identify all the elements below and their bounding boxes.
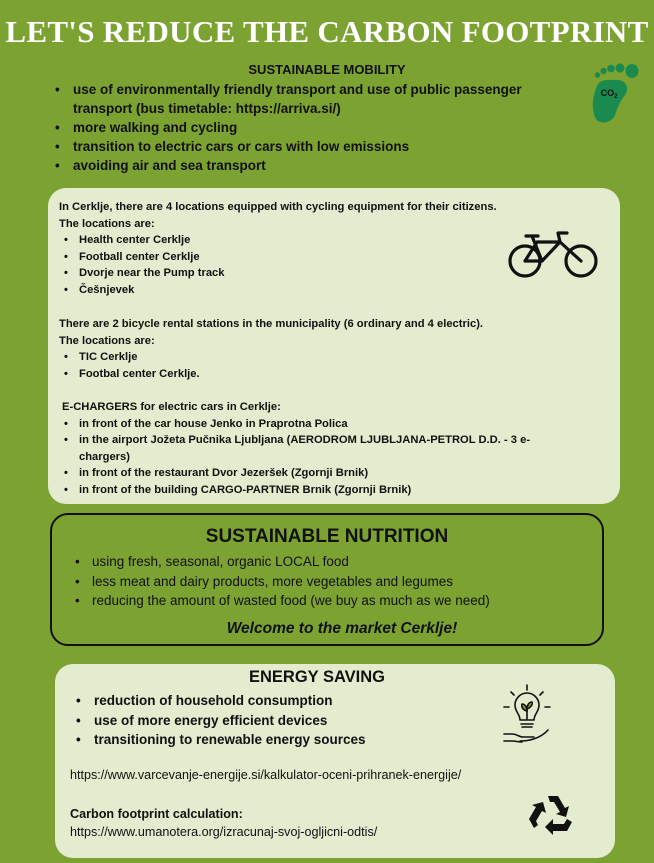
co2-subscript: 2 (614, 94, 618, 100)
list-item: • Dvorje near the Pump track (64, 265, 564, 282)
list-item: • using fresh, seasonal, organic LOCAL food (75, 552, 595, 572)
list-item: • Footbal center Cerklje. (64, 366, 564, 383)
bicycle-icon (506, 228, 600, 280)
mobility-list (55, 80, 575, 175)
mobility-heading: SUSTAINABLE MOBILITY (248, 62, 406, 77)
rental-locations-list (64, 349, 564, 382)
locations-label: The locations are: (59, 217, 155, 230)
list-item: • reducing the amount of wasted food (we buy as much as we need) (75, 591, 595, 611)
chargers-heading: E-CHARGERS for electric cars in Cerklje: (62, 401, 281, 413)
list-item: • in front of the building CARGO-PARTNER Brnik (Zgornji Brnik) (64, 482, 544, 499)
market-slogan: Welcome to the market Cerklje! (226, 620, 458, 637)
list-item: • more walking and cycling (55, 118, 575, 137)
calc-label: Carbon footprint calculation: (70, 807, 243, 821)
lightbulb-hand-icon (498, 682, 556, 746)
list-item: • in front of the restaurant Dvor Jezeršek (Zgornji Brnik) (64, 465, 544, 482)
list-item: • Češnjevek (64, 282, 564, 299)
list-item: • in front of the car house Jenko in Praprotna Polica (64, 416, 544, 433)
energy-list (76, 691, 496, 750)
rental-intro: There are 2 bicycle rental stations in the municipality (6 ordinary and 4 electric). (59, 318, 484, 330)
list-item: • TIC Cerklje (64, 349, 564, 366)
list-item: • in the airport Jožeta Pučnika Ljubljana (AERODROM LJUBLJANA-PETROL D.D. - 3 e-chargers) (64, 432, 544, 465)
list-item: • reduction of household consumption (76, 691, 496, 711)
list-item: • transitioning to renewable energy sources (76, 730, 496, 750)
list-item: • Health center Cerklje (64, 232, 564, 249)
list-item: • avoiding air and sea transport (55, 156, 575, 175)
list-item: • Football center Cerklje (64, 249, 564, 266)
co2-label: CO (600, 88, 615, 98)
nutrition-list (75, 552, 595, 611)
nutrition-heading: SUSTAINABLE NUTRITION (205, 526, 449, 547)
recycle-icon (528, 792, 578, 838)
carbon-footprint-icon (584, 62, 642, 124)
list-item: • transition to electric cars or cars with low emissions (55, 137, 575, 156)
list-item: • use of environmentally friendly transport and use of public passenger transport (bus timetable: https://arriva.si/) (55, 80, 575, 118)
list-item: • use of more energy efficient devices (76, 711, 496, 731)
cycling-locations-list (64, 232, 564, 298)
chargers-list (64, 416, 544, 499)
energy-heading: ENERGY SAVING (248, 668, 385, 686)
carbon-calc-link[interactable]: https://www.umanotera.org/izracunaj-svoj-ogljicni-odtis/ (70, 825, 378, 839)
list-item: • less meat and dairy products, more vegetables and legumes (75, 572, 595, 592)
locations-label: The locations are: (59, 334, 155, 347)
page-title: LET'S REDUCE THE CARBON FOOTPRINT (5, 14, 649, 49)
energy-savings-link[interactable]: https://www.varcevanje-energije.si/kalkulator-oceni-prihranek-energije/ (70, 768, 462, 782)
cycling-intro: In Cerklje, there are 4 locations equipped with cycling equipment for their citizens. (59, 201, 497, 213)
